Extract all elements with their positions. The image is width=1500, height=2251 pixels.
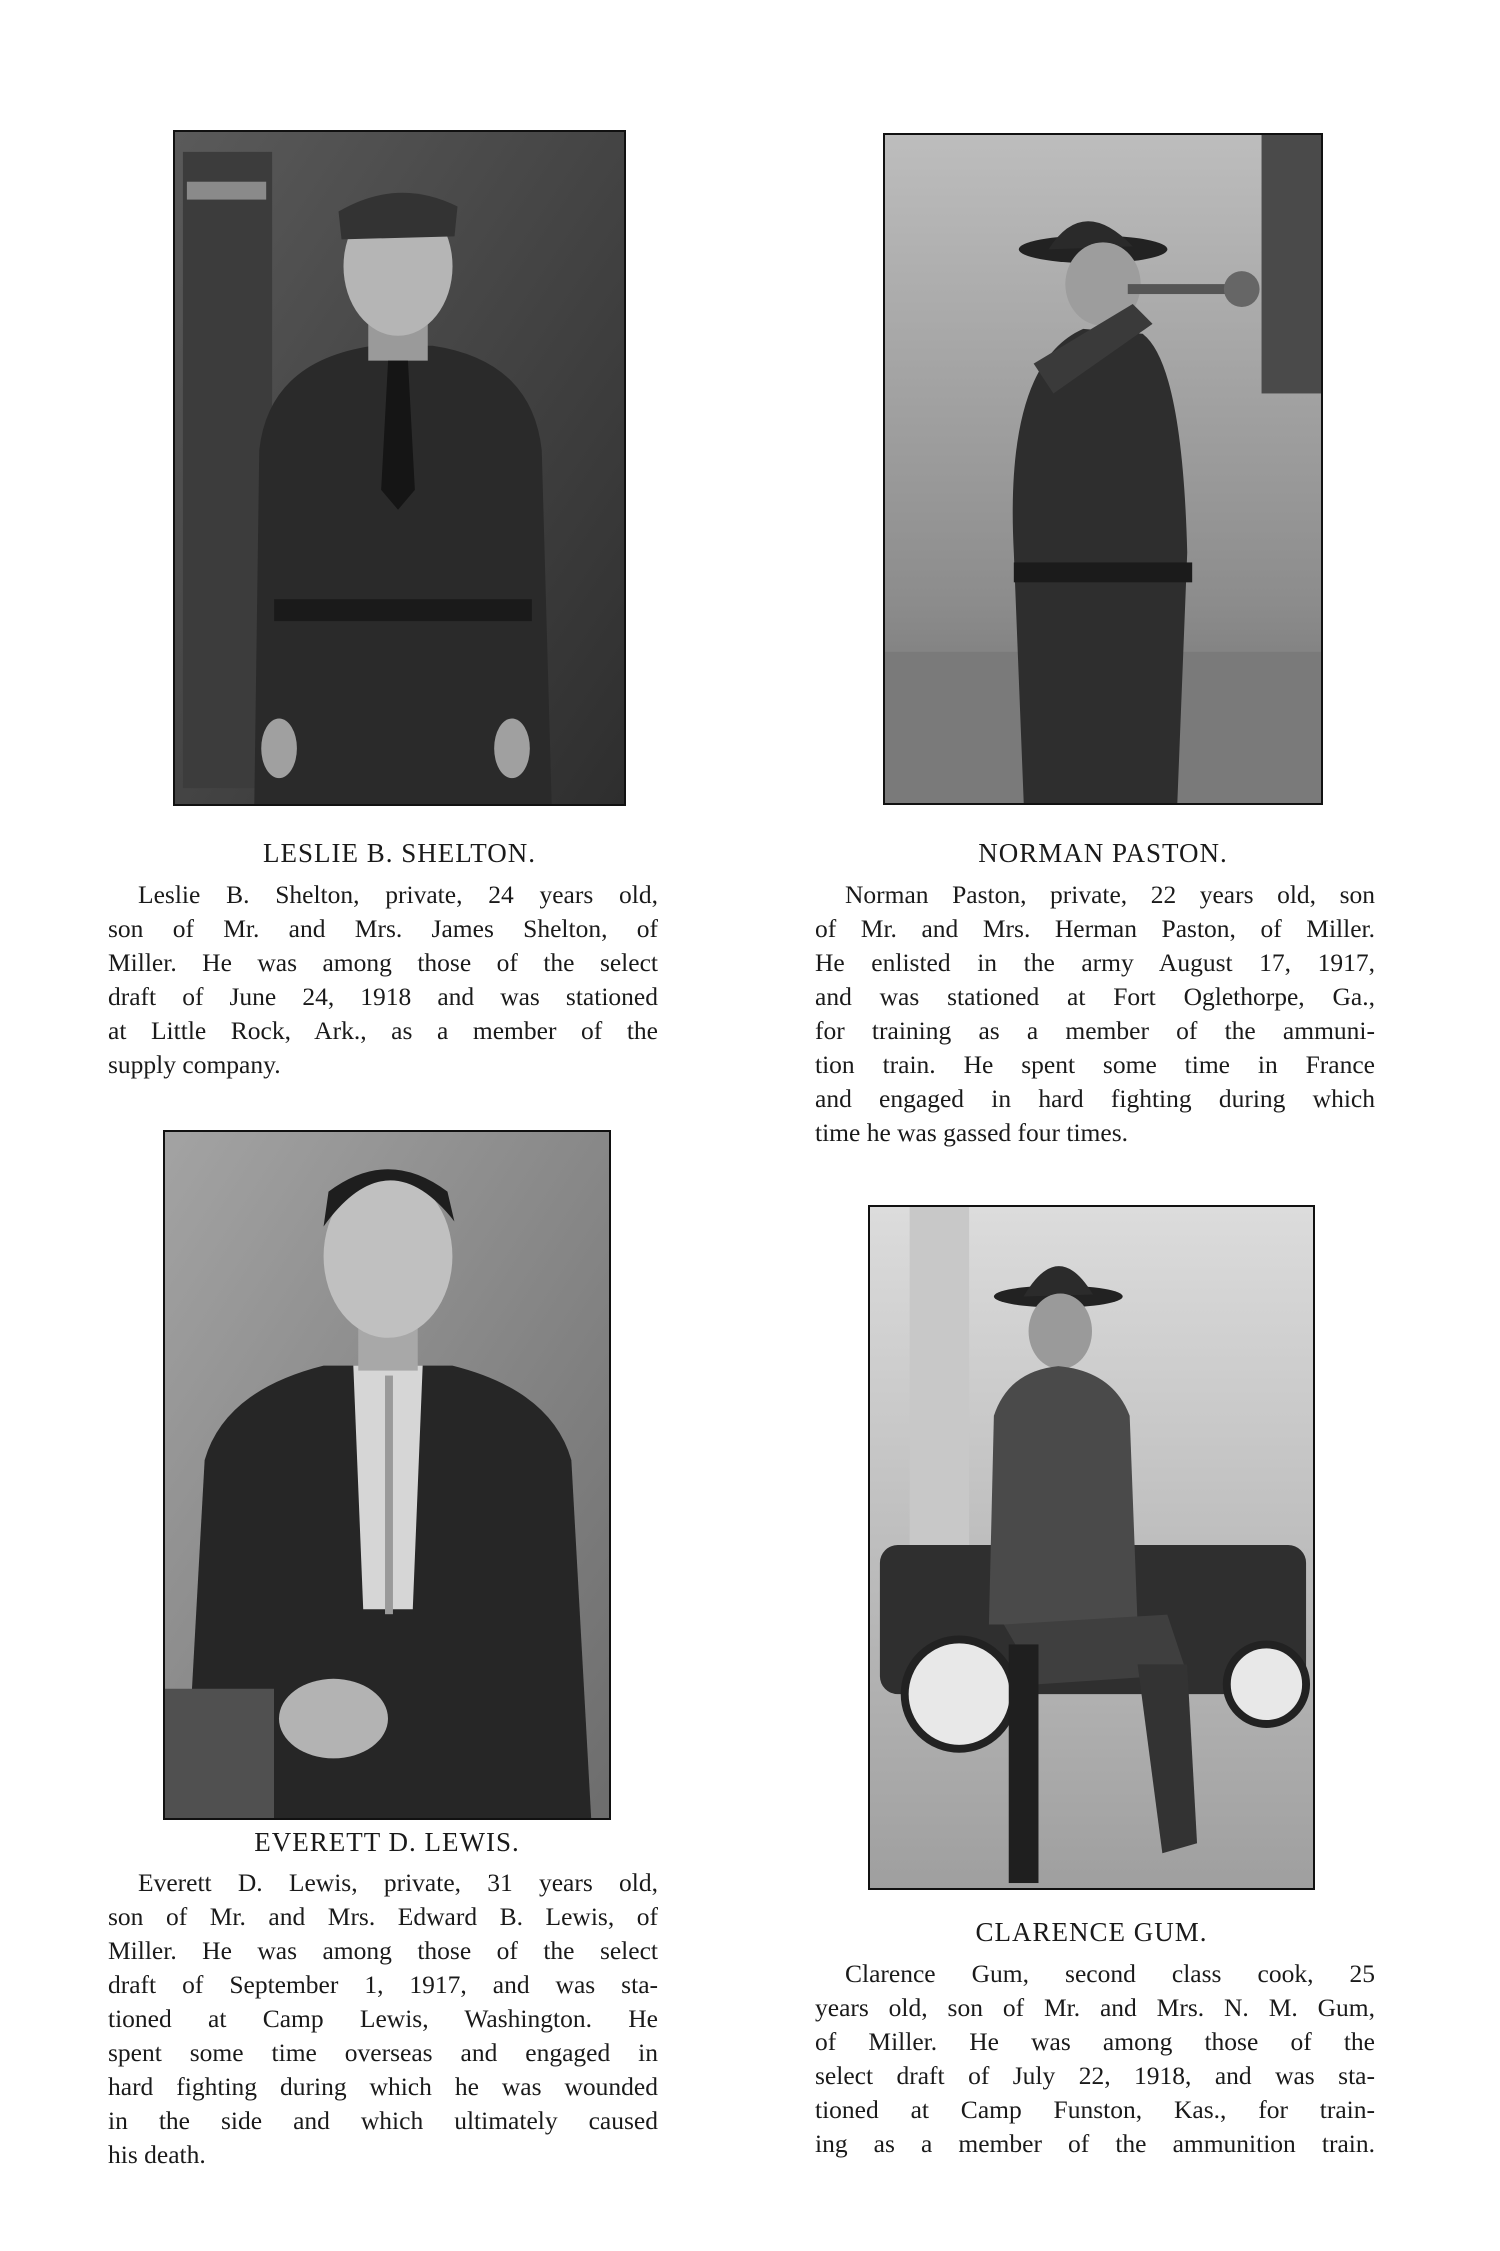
bio-line: and engaged in hard fighting during which bbox=[815, 1084, 1375, 1113]
bio-line: Miller. He was among those of the select bbox=[108, 948, 658, 977]
bio-line: hard fighting during which he was wounded bbox=[108, 2072, 658, 2101]
portrait-photo-gum bbox=[868, 1205, 1315, 1890]
bio-line: Miller. He was among those of the select bbox=[108, 1936, 658, 1965]
bio-line: and was stationed at Fort Oglethorpe, Ga., bbox=[815, 982, 1375, 1011]
bio-line: tioned at Camp Funston, Kas., for train- bbox=[815, 2095, 1375, 2124]
bio-line: of Mr. and Mrs. Herman Paston, of Miller. bbox=[815, 914, 1375, 943]
portrait-photo-lewis bbox=[163, 1130, 611, 1820]
bio-line: in the side and which ultimately caused bbox=[108, 2106, 658, 2135]
caption-name-shelton: LESLIE B. SHELTON. bbox=[262, 838, 536, 868]
caption-bio-paston bbox=[815, 878, 1375, 1150]
bio-line: He enlisted in the army August 17, 1917, bbox=[815, 948, 1375, 977]
bio-line: of Miller. He was among those of the bbox=[815, 2027, 1375, 2056]
bio-line: Leslie B. Shelton, private, 24 years old, bbox=[138, 880, 658, 909]
caption-name-gum: CLARENCE GUM. bbox=[975, 1917, 1208, 1947]
bio-line: son of Mr. and Mrs. Edward B. Lewis, of bbox=[108, 1902, 658, 1931]
bio-line: son of Mr. and Mrs. James Shelton, of bbox=[108, 914, 658, 943]
bio-line: ing as a member of the ammunition train. bbox=[815, 2129, 1375, 2158]
bio-line: supply company. bbox=[108, 1050, 281, 1079]
bio-line: draft of June 24, 1918 and was stationed bbox=[108, 982, 658, 1011]
bio-line: Norman Paston, private, 22 years old, son bbox=[845, 880, 1375, 909]
caption-bio-gum bbox=[815, 1957, 1375, 2161]
bio-line: Clarence Gum, second class cook, 25 bbox=[845, 1959, 1375, 1988]
bio-line: for training as a member of the ammuni- bbox=[815, 1016, 1375, 1045]
bio-line: Everett D. Lewis, private, 31 years old, bbox=[138, 1868, 658, 1897]
bio-line: tioned at Camp Lewis, Washington. He bbox=[108, 2004, 658, 2033]
caption-bio-shelton bbox=[108, 878, 658, 1082]
bio-line: his death. bbox=[108, 2140, 206, 2169]
bio-line: draft of September 1, 1917, and was sta- bbox=[108, 1970, 658, 1999]
bio-line: tion train. He spent some time in France bbox=[815, 1050, 1375, 1079]
bio-line: time he was gassed four times. bbox=[815, 1118, 1129, 1147]
bio-line: spent some time overseas and engaged in bbox=[108, 2038, 658, 2067]
portrait-photo-paston bbox=[883, 133, 1323, 805]
caption-name-paston: NORMAN PASTON. bbox=[978, 838, 1228, 868]
bio-line: years old, son of Mr. and Mrs. N. M. Gum, bbox=[815, 1993, 1375, 2022]
portrait-photo-shelton bbox=[173, 130, 626, 806]
bio-line: at Little Rock, Ark., as a member of the bbox=[108, 1016, 658, 1045]
caption-name-lewis: EVERETT D. LEWIS. bbox=[254, 1827, 520, 1857]
bio-line: select draft of July 22, 1918, and was sta- bbox=[815, 2061, 1375, 2090]
caption-bio-lewis bbox=[108, 1866, 658, 2172]
